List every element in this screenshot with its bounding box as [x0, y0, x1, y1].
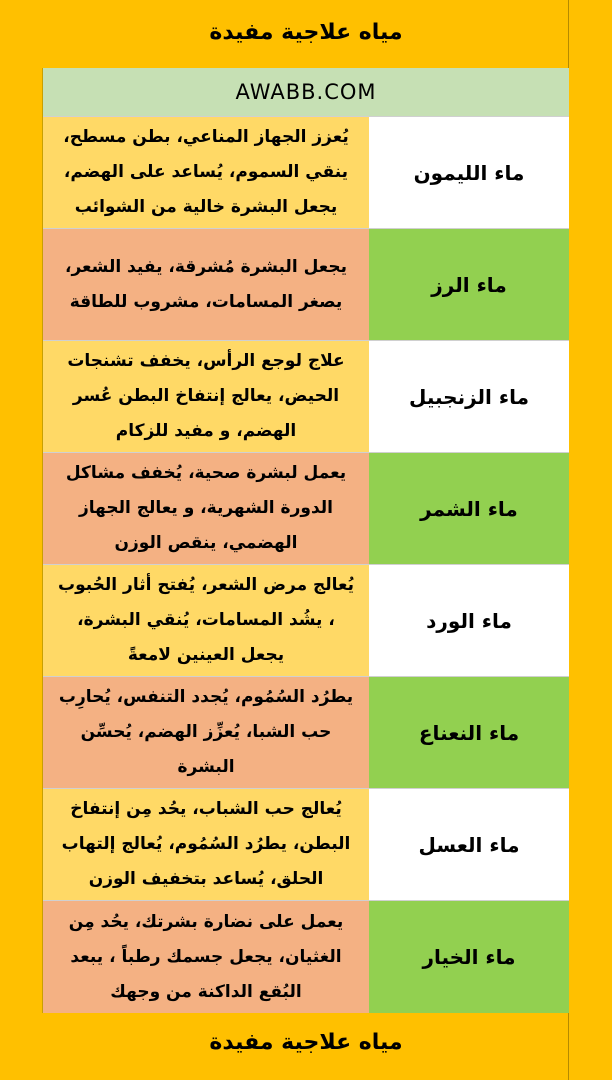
table-row: [43, 789, 569, 901]
row-description: يعمل لبشرة صحية، يُخفف مشاكل الدورة الشهرية، و يعالج الجهاز الهضمي، ينقص الوزن: [43, 453, 369, 564]
row-description: يجعل البشرة مُشرقة، يفيد الشعر، يصغر المسامات، مشروب للطاقة: [43, 229, 369, 340]
table-row: [43, 677, 569, 789]
row-water-name: ماء الزنجبيل: [369, 341, 569, 452]
table-row: [43, 453, 569, 565]
row-water-name: ماء الليمون: [369, 117, 569, 228]
table-row: [43, 229, 569, 341]
page-title: مياه علاجية مفيدة: [209, 19, 403, 45]
table-row: [43, 341, 569, 453]
row-description: يُعزز الجهاز المناعي، بطن مسطح، ينقي السموم، يُساعد على الهضم، يجعل البشرة خالية من الشوائب: [43, 117, 369, 228]
row-water-name: ماء الخيار: [369, 901, 569, 1013]
table-row: [43, 117, 569, 229]
row-water-name: ماء الرز: [369, 229, 569, 340]
footer-title: مياه علاجية مفيدة: [209, 1029, 403, 1055]
table-row: [43, 565, 569, 677]
row-description: علاج لوجع الرأس، يخفف تشنجات الحيض، يعالج إنتفاخ البطن عُسر الهضم، و مفيد للزكام: [43, 341, 369, 452]
row-water-name: ماء العسل: [369, 789, 569, 900]
site-banner: AWABB.COM: [43, 68, 569, 117]
remedies-table: [42, 68, 569, 1013]
table-row: [43, 901, 569, 1013]
table-rows: [43, 117, 569, 1013]
row-water-name: ماء النعناع: [369, 677, 569, 788]
row-description: يعمل على نضارة بشرتك، يحُد مِن الغثيان، يجعل جسمك رطباً ، يبعد البُقع الداكنة من وجهك: [43, 901, 369, 1013]
row-description: يطرُد السُمُوم، يُجدد التنفس، يُحارِب حب الشبا، يُعزِّز الهضم، يُحسِّن البشرة: [43, 677, 369, 788]
row-water-name: ماء الورد: [369, 565, 569, 676]
row-water-name: ماء الشمر: [369, 453, 569, 564]
row-description: يُعالج حب الشباب، يحُد مِن إنتفاخ البطن، يطرُد السُمُوم، يُعالج إلتهاب الحلق، يُساعد بتخفيف الوزن: [43, 789, 369, 900]
row-description: يُعالج مرض الشعر، يُفتح أثار الحُبوب ، يشُد المسامات، يُنقي البشرة، يجعل العينين لامعةً: [43, 565, 369, 676]
